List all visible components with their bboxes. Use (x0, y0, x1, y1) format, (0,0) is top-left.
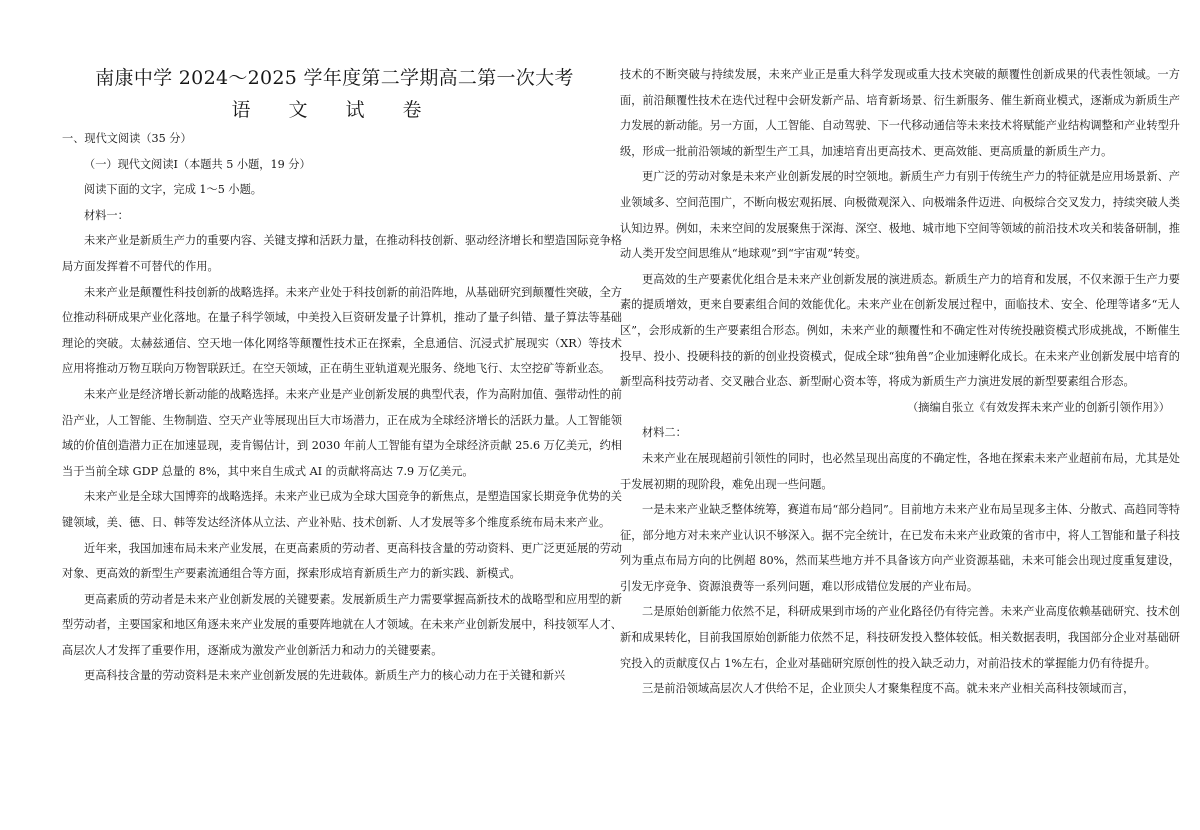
paragraph: 一是未来产业缺乏整体统筹，赛道布局“部分趋同”。目前地方未来产业布局呈现多主体、分散式、高趋同等特征，部分地方对未来产业认识不够深入。据不完全统计，在已发布未来产业政策的省市中，将人工智能和量子科技列为重点布局方向的比例超 80%，然而某些地方并不具备该方向产业资源基础，未来可能会出现过度重复建设，引发无序竞争、资源浪费等一系列问题，难以形成错位发展的产业布局。 (620, 503, 1180, 593)
paragraph: 未来产业是新质生产力的重要内容、关键支撑和活跃力量，在推动科技创新、驱动经济增长和塑造国际竞争格局方面发挥着不可替代的作用。 (62, 234, 622, 273)
right-column (620, 62, 1180, 702)
reading-instruction: 阅读下面的文字，完成 1～5 小题。 (84, 183, 262, 197)
page-title: 南康中学 2024～2025 学年度第二学期高二第一次大考 (95, 67, 574, 89)
paragraph-continued: 技术的不断突破与持续发展，未来产业正是重大科学发现或重大技术突破的颠覆性创新成果的代表性领域。一方面，前沿颠覆性技术在迭代过程中会研发新产品、培育新场景、衍生新服务、催生新商业模式，逐渐成为新质生产力发展的新动能。另一方面，人工智能、自动驾驶、下一代移动通信等未来技术将赋能产业结构调整和产业转型升级，形成一批前沿领域的新型生产工具，加速培育出更高技术、更高效能、更高质量的新质生产力。 (620, 68, 1180, 158)
paragraph: 未来产业在展现超前引领性的同时，也必然呈现出高度的不确定性，各地在探索未来产业超前布局，尤其是处于发展初期的现阶段，难免出现一些问题。 (620, 451, 1180, 491)
page-subtitle: 语 文 试 卷 (231, 99, 438, 121)
paragraph: 未来产业是经济增长新动能的战略选择。未来产业是产业创新发展的典型代表，作为高附加值、强带动性的前沿产业，人工智能、生物制造、空天产业等展现出巨大市场潜力，正在成为全球经济增长的活跃力量。人工智能领域的价值创造潜力正在加速显现，麦肯锡估计，到 2030 年前人工智能有望为全球经济贡献 25.6 万亿美元，约相当于当前全球 GDP 总量的 8%，其中来自生成式 AI 的贡献将高达 7.9 万亿美元。 (62, 387, 622, 478)
paragraph: 三是前沿领域高层次人才供给不足，企业顶尖人才聚集程度不高。就未来产业相关高科技领域而言， (642, 682, 1135, 696)
paragraph: 更高效的生产要素优化组合是未来产业创新发展的演进质态。新质生产力的培育和发展，不仅来源于生产力要素的提质增效，更来自要素组合间的效能优化。未来产业在创新发展过程中，面临技术、安全、伦理等诸多“无人区”，会形成新的生产要素组合形态。例如，未来产业的颠覆性和不确定性对传统投融资模式形成挑战，不断催生投早、投小、投硬科技的新的创业投资模式，促成全球“独角兽”企业加速孵化成长。在未来产业创新发展中培育的新型高科技劳动者、交叉融合业态、新型耐心资本等，将成为新质生产力演进发展的新型要素组合形态。 (620, 272, 1180, 389)
source-citation: （摘编自张立《有效发挥未来产业的创新引领作用》） (907, 400, 1170, 414)
material-one-label: 材料一： (84, 208, 129, 222)
paragraph: 未来产业是全球大国博弈的战略选择。未来产业已成为全球大国竞争的新焦点，是塑造国家长期竞争优势的关键领域，美、德、日、韩等发达经济体从立法、产业补贴、技术创新、人才发展等多个维度系统布局未来产业。 (62, 490, 622, 529)
paragraph: 近年来，我国加速布局未来产业发展，在更高素质的劳动者、更高科技含量的劳动资料、更广泛更延展的劳动对象、更高效的新型生产要素流通组合等方面，探索形成培育新质生产力的新实践、新模式。 (62, 541, 622, 581)
paragraph: 更广泛的劳动对象是未来产业创新发展的时空领地。新质生产力有别于传统生产力的特征就是应用场景新、产业领域多、空间范围广，不断向极宏观拓展、向极微观深入、向极端条件迈进、向极综合交叉发力，持续突破人类认知边界。例如，未来空间的发展聚焦于深海、深空、极地、城市地下空间等领域的前沿技术攻关和装备研制，推动人类开发空间思维从“地球观”到“宇宙观”转变。 (620, 170, 1180, 261)
left-column (62, 62, 622, 689)
sub-section-heading: （一）现代文阅读Ⅰ（本题共 5 小题，19 分） (84, 157, 311, 171)
paragraph: 更高素质的劳动者是未来产业创新发展的关键要素。发展新质生产力需要掌握高新技术的战略型和应用型的新型劳动者，主要国家和地区角逐未来产业发展的重要阵地就在人才领域。在未来产业创新发展中，科技领军人才、高层次人才发挥了重要作用，逐渐成为激发产业创新活力和动力的关键要素。 (62, 592, 622, 657)
paragraph: 未来产业是颠覆性科技创新的战略选择。未来产业处于科技创新的前沿阵地，从基础研究到颠覆性突破，全方位推动科研成果产业化落地。在量子科学领域，中美投入巨资研发量子计算机，推动了量子纠错、量子算法等基础理论的突破。太赫兹通信、空天地一体化网络等颠覆性技术正在探索，全息通信、沉浸式扩展现实（XR）等技术应用将推动万物互联向万物智联跃迁。在空天领域，正在萌生亚轨道观光服务、绕地飞行、太空挖矿等新业态。 (62, 285, 622, 376)
section-heading: 一、现代文阅读（35 分） (62, 132, 192, 145)
paragraph: 二是原始创新能力依然不足，科研成果到市场的产业化路径仍有待完善。未来产业高度依赖基础研究、技术创新和成果转化，目前我国原始创新能力依然不足，科技研发投入整体较低。相关数据表明，我国部分企业对基础研究投入的贡献度仅占 1%左右，企业对基础研究原创性的投入缺乏动力，对前沿技术的掌握能力仍有待提升。 (620, 605, 1180, 670)
material-two-label: 材料二： (642, 426, 687, 440)
paragraph: 更高科技含量的劳动资料是未来产业创新发展的先进载体。新质生产力的核心动力在于关键和新兴 (84, 669, 566, 683)
